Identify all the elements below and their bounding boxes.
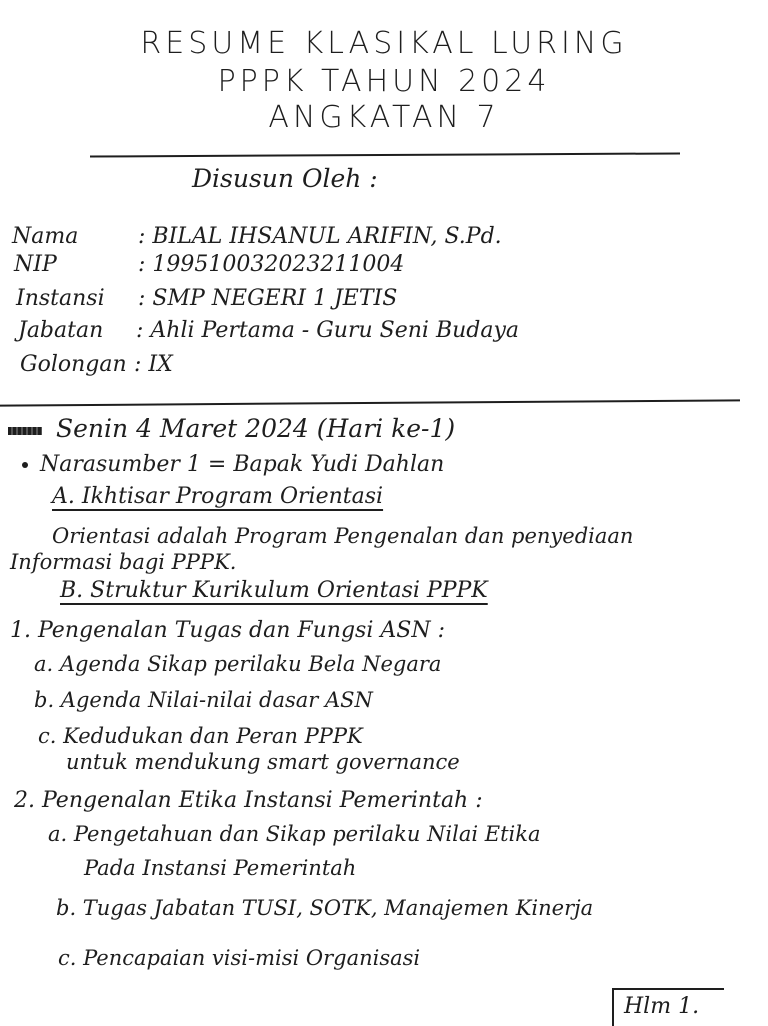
identity-value: : Ahli Pertama - Guru Seni Budaya xyxy=(136,318,520,343)
identity-value: : 199510032023211004 xyxy=(138,252,405,277)
item-2a-line-2: Pada Instansi Pemerintah xyxy=(84,856,357,880)
item-1: 1. Pengenalan Tugas dan Fungsi ASN : xyxy=(10,618,445,643)
section-a-line-1: Orientasi adalah Program Pengenalan dan penyediaan xyxy=(52,524,634,548)
item-2c: c. Pencapaian visi-misi Organisasi xyxy=(58,946,421,970)
identity-label: Nama xyxy=(12,224,79,249)
speaker-text: Narasumber 1 = Bapak Yudi Dahlan xyxy=(40,452,445,477)
page-number: Hlm 1. xyxy=(624,994,700,1019)
section-a-line-2: Informasi bagi PPPK. xyxy=(10,550,237,574)
bullet-icon xyxy=(22,462,28,468)
item-2a-line-1: a. Pengetahuan dan Sikap perilaku Nilai Etika xyxy=(48,822,541,846)
item-2b: b. Tugas Jabatan TUSI, SOTK, Manajemen Kinerja xyxy=(56,896,594,920)
item-2: 2. Pengenalan Etika Instansi Pemerintah : xyxy=(14,788,483,813)
identity-value: : SMP NEGERI 1 JETIS xyxy=(138,286,398,311)
scribble-mark-icon xyxy=(8,427,42,435)
title-line-3: ANGKATAN 7 xyxy=(268,100,500,135)
item-1c-line-1: c. Kedudukan dan Peran PPPK xyxy=(38,724,363,748)
header-divider xyxy=(90,152,680,157)
identity-row-golongan xyxy=(20,352,173,377)
day-heading-text: Senin 4 Maret 2024 (Hari ke-1) xyxy=(56,414,456,443)
identity-value: : IX xyxy=(134,352,173,377)
speaker-line xyxy=(22,452,444,477)
title-line-1: RESUME KLASIKAL LURING xyxy=(140,26,628,61)
identity-row-nip xyxy=(14,252,404,277)
identity-label: Instansi xyxy=(16,286,105,311)
identity-label: Golongan xyxy=(20,352,127,377)
identity-row-instansi xyxy=(16,286,397,311)
identity-label: Jabatan xyxy=(18,318,104,343)
identity-row-jabatan xyxy=(18,318,519,343)
item-1b: b. Agenda Nilai-nilai dasar ASN xyxy=(34,688,373,712)
identity-value: : BILAL IHSANUL ARIFIN, S.Pd. xyxy=(138,224,502,249)
title-line-2: PPPK TAHUN 2024 xyxy=(217,64,551,99)
prepared-by: Disusun Oleh : xyxy=(192,164,378,193)
section-divider xyxy=(0,399,740,406)
section-b-title: B. Struktur Kurikulum Orientasi PPPK xyxy=(60,578,488,603)
section-a-title: A. Ikhtisar Program Orientasi xyxy=(52,484,384,509)
identity-row-nama xyxy=(12,224,502,249)
day-heading xyxy=(8,414,455,443)
item-1c-line-2: untuk mendukung smart governance xyxy=(66,750,460,774)
item-1a: a. Agenda Sikap perilaku Bela Negara xyxy=(34,652,442,676)
identity-label: NIP xyxy=(14,252,57,277)
